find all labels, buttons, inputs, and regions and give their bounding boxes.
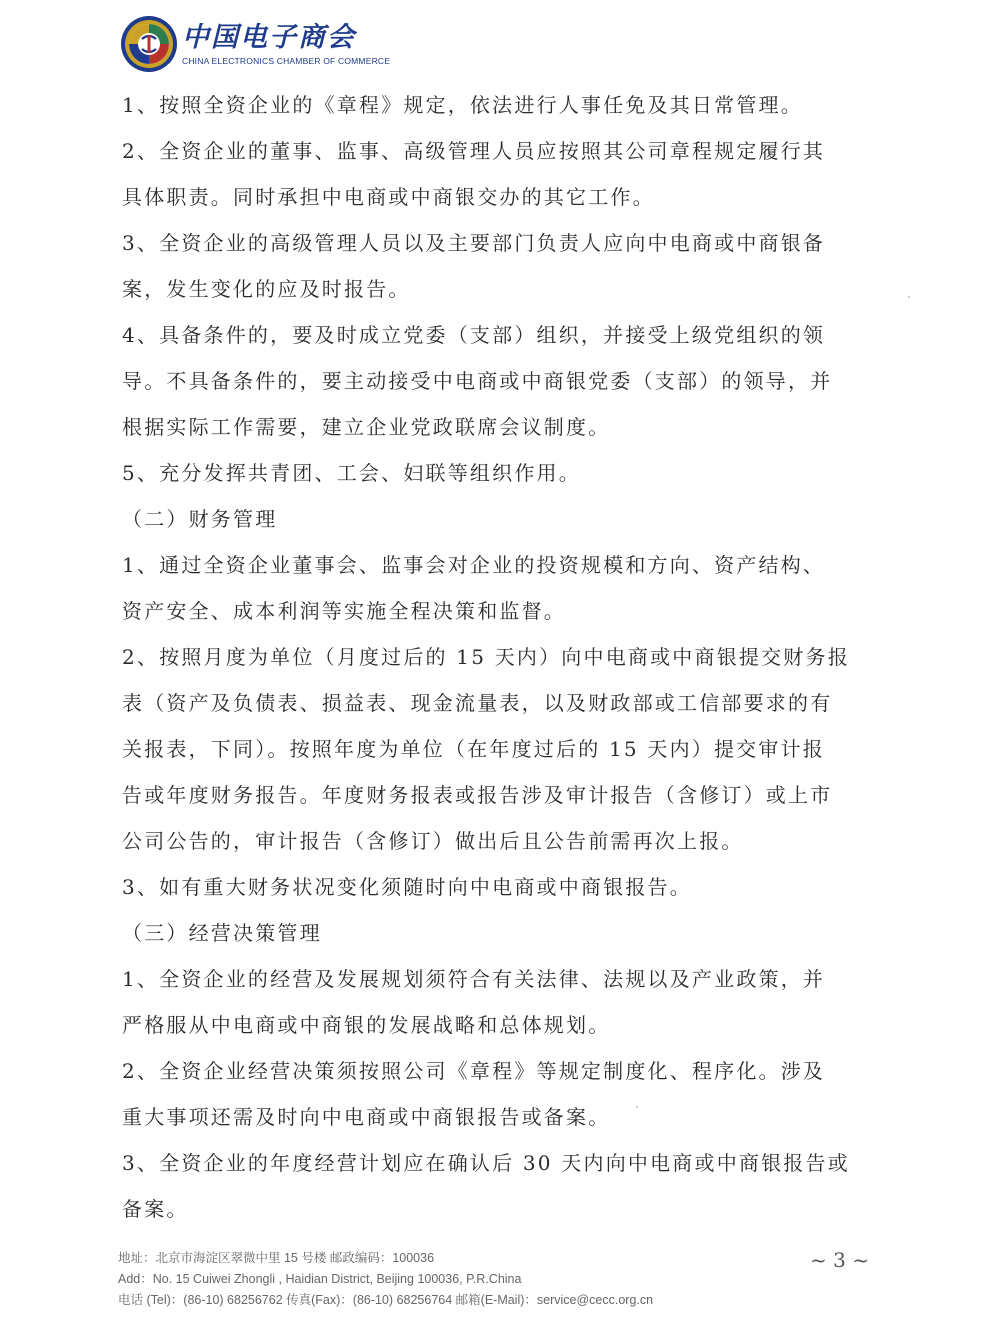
body-line: 表（资产及负债表、损益表、现金流量表，以及财政部或工信部要求的有 bbox=[122, 691, 833, 715]
footer-address-cn: 地址：北京市海淀区翠微中里 15 号楼 邮政编码：100036 bbox=[118, 1251, 435, 1265]
section-heading-finance: （二）财务管理 bbox=[122, 507, 278, 531]
chamber-name-cn: 中国电子商会 bbox=[182, 22, 356, 53]
body-line: 严格服从中电商或中商银的发展战略和总体规划。 bbox=[122, 1013, 611, 1037]
brand-block bbox=[182, 22, 390, 66]
body-line: 关报表，下同）。按照年度为单位（在年度过后的 15 天内）提交审计报 bbox=[122, 737, 825, 761]
body-line: 1、按照全资企业的《章程》规定，依法进行人事任免及其日常管理。 bbox=[122, 93, 803, 117]
body-line: 2、全资企业的董事、监事、高级管理人员应按照其公司章程规定履行其 bbox=[122, 139, 826, 163]
body-line: 5、充分发挥共青团、工会、妇联等组织作用。 bbox=[122, 461, 581, 485]
body-line: 根据实际工作需要，建立企业党政联席会议制度。 bbox=[122, 415, 611, 439]
body-line: 3、全资企业的年度经营计划应在确认后 30 天内向中电商或中商银报告或 bbox=[122, 1151, 850, 1175]
section-heading-operations: （三）经营决策管理 bbox=[122, 921, 322, 945]
body-line: 2、全资企业经营决策须按照公司《章程》等规定制度化、程序化。涉及 bbox=[122, 1059, 826, 1083]
chamber-seal-logo bbox=[120, 15, 178, 73]
body-line: 重大事项还需及时向中电商或中商银报告或备案。 bbox=[122, 1105, 611, 1129]
document-body bbox=[122, 82, 882, 1232]
page-number: ~ 3 ~ bbox=[810, 1248, 869, 1272]
body-line: 1、通过全资企业董事会、监事会对企业的投资规模和方向、资产结构、 bbox=[122, 553, 826, 577]
chamber-name-en: CHINA ELECTRONICS CHAMBER OF COMMERCE bbox=[182, 56, 391, 66]
body-line: 资产安全、成本利润等实施全程决策和监督。 bbox=[122, 599, 566, 623]
body-line: 2、按照月度为单位（月度过后的 15 天内）向中电商或中商银提交财务报 bbox=[122, 645, 850, 669]
body-line: 1、全资企业的经营及发展规划须符合有关法律、法规以及产业政策，并 bbox=[122, 967, 826, 991]
footer-address-en: Add：No. 15 Cuiwei Zhongli , Haidian District, Beijing 100036, P.R.China bbox=[118, 1272, 522, 1286]
body-line: 4、具备条件的，要及时成立党委（支部）组织，并接受上级党组织的领 bbox=[122, 323, 826, 347]
body-line: 3、全资企业的高级管理人员以及主要部门负责人应向中电商或中商银备 bbox=[122, 231, 826, 255]
body-line: 3、如有重大财务状况变化须随时向中电商或中商银报告。 bbox=[122, 875, 692, 899]
body-line: 备案。 bbox=[122, 1197, 189, 1221]
footer-contact: 电话 (Tel)：(86-10) 68256762 传真(Fax)：(86-10) 68256764 邮箱(E-Mail)：service@cecc.org.cn bbox=[118, 1293, 654, 1307]
seal-emblem-icon bbox=[120, 15, 178, 73]
letterhead bbox=[120, 14, 390, 74]
body-line: 导。不具备条件的，要主动接受中电商或中商银党委（支部）的领导，并 bbox=[122, 369, 833, 393]
letterhead-footer bbox=[118, 1248, 878, 1311]
body-line: 公司公告的，审计报告（含修订）做出后且公告前需再次上报。 bbox=[122, 829, 744, 853]
scan-speck bbox=[636, 1106, 638, 1108]
scan-speck bbox=[908, 296, 910, 298]
body-line: 案，发生变化的应及时报告。 bbox=[122, 277, 411, 301]
body-line: 具体职责。同时承担中电商或中商银交办的其它工作。 bbox=[122, 185, 655, 209]
body-line: 告或年度财务报告。年度财务报表或报告涉及审计报告（含修订）或上市 bbox=[122, 783, 833, 807]
